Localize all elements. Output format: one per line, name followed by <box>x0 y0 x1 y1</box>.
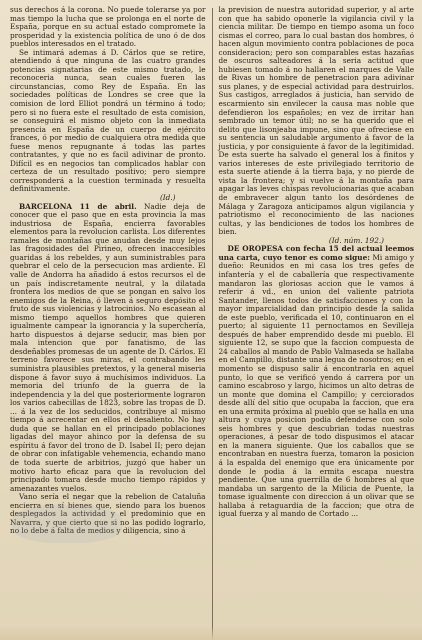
article-paragraph <box>219 6 415 237</box>
paragraph-text: sus derechos á la corona. No puede tolerarse ya por mas tiempo la lucha que se prolonga en el norte de España, porque en su actual estado compromete la prosperidad y la existencia política de uno ó de dos pueblos interesados en el tratado. <box>10 6 206 49</box>
article-paragraph <box>10 6 206 49</box>
article-dateline: BARCELONA 11 de abril. <box>19 201 137 211</box>
article-paragraph <box>10 203 206 494</box>
page-columns <box>10 6 414 640</box>
paragraph-text: Mi amigo y dueño: Reunidos en mi casa los tres gefes de infantería y el de caballería que respectivamente mandaron las gloriosas accion que le vamos á referir á vd., en union del valiente patriota Santander, llenos todos de satisfacciones y con la mayor imparcialidad dan principio desde la salida de este pueblo, verificada el 10, continuaron en el puerto; al siguiente 11 pernoctamos en Sevilleja después de haber emprendido desde mi pueblo. El siguiente 12, se supo que la faccion compuesta de 24 caballos al mando de Pablo Valmaseda se hallaba en el Campillo, distante una legua de nosotros; en el momento se dispuso salir á encontrarla en aquel punto, lo que se verificó yendo á carrera por un camino escabroso y largo, hicimos un alto detras de un monte que domina el Campillo; y cerciorados desde allí del sitio que ocupaba la faccion, que era en una ermita próxima al pueblo que se halla en una altura y cuya posicion podia defenderse con solo seis hombres y que descubrian todas nuestras operaciones, á pesar de todo dispusimos el atacar en la manera siguiente. Que los caballos que se encontraban en nuestra fuerza, tomaron la posicion á la espalda del enemigo que era únicamente por donde le podia á la ermita escapa nuestra pendiente. Que una guerrilla de 6 hombres al que mandaba un sargento de la Milicia de Puente, la tomase igualmente con direccion á un olivar que se hallaba á retaguardia de la faccion; que otra de igual fuerza y al mando de Cortado ... <box>218 252 415 519</box>
water-stain <box>12 505 122 543</box>
paragraph-text: Se intimará ademas á D. Cárlos que se retire, atendiendo á que ninguna de las cuatro grandes potencias signatarias de este mismo tratado, le reconoceria nunca, sean cuales fueren las circunstancias, como Rey de España. En las sociedades políticas de Londres se cree que la comision de lord Elliot pondrá un término á todo; pero si no fuera este el resultado de esta comision, se conseguirá el mismo objeto con la inmediata presencia en España de un cuerpo de ejército frances, ó por medio de cualquiera otra medida que fuese menos repugnante á todas las partes contratantes, y que no es facil adivinar de pronto. Difícil es en negocios tan complicados hablar con certeza de un resultado positivo; pero siempre corresponderá a la cuestion terminada y resuelta definitivamente. <box>10 47 206 194</box>
article-paragraph <box>219 245 415 519</box>
paragraph-text: Nadie deja de conocer que el paso que en esta provincia la mas industriosa de España, encierra favorables elementos para la revolucion carlista. Los diferentes ramales de montañas que anudan desde muy lejos las fragosidades del Pirineo, ofrecen inaccesibles guaridas á los rebeldes, y aun suministrables para quebrar el celo de la persecucion mas ardiente. El valle de Andorra ha añadido á estos recursos el de un país indiscretamente neutral, y la dilatada frontera los medios de que se pongan en salvo los enemigos de la Reina, ó lleven á seguro depósito el fruto de sus violencias y latrocinios. No escasean al mismo tiempo aquellos hombres que quieren igualmente campear la ignorancia y la superchería, harto dispuestos á dejarse seducir, mas bien por mala intencion que por fanatismo, de las desdeñables promesas de un agente de D. Cárlos. El terreno favorece sus miras, el contrabando les suministra plausibles pretextos, y la general miseria dispone á favor suyo á muchísimos individuos. La memoria del triunfo de la guerra de la independencia y la del que posteriormente lograron los varios cabecillas de 1823, sobre las tropas de D. ... á la vez de los seducidos, contribuye al mismo tiempo á acrecentar en ellos el desaliento. No hay duda que se hallan en el principado poblaciones ligadas del mayor ahinco por la defensa de su espíritu á favor del trono de D. Isabel II; pero dejan de obrar con infatigable vehemencia, echando mano de toda suerte de arbitrios, juzgó que haber un motivo harto eficaz para que la revolucion del principado tomara desde mucho tiempo rápidos y amenazantes vuelos. <box>10 201 206 493</box>
paragraph-text: la prevision de nuestra autoridad superior, y al arte con que ha sabido oponerle la vigilancia civil y la ciencia militar. De tiempo en tiempo asoma un foco cismas el correo, para lo cual bastan dos hombres, ó hacen algun movimiento contra poblaciones de poca consideracion; pero son comparables estas hazañas de oscuros salteadores á la seria actitud que hubiesen tomado á no hallaren el marques de Valle de Rivas un hombre de penetracion para adivinar sus planes, y de especial actividad para destruirlos. Sus castigos, arreglados á justicia, han servido de escarmiento sin envilecer la causa mas noble que defendieron los españoles; en vez de irritar han sembrado un temor útil; no se ha querido que el delito que lisonjeaba impune, sino que ofreciese en su sentencia un saludable argumento á favor de la justicia, y por consiguiente á favor de la legitimidad. De esta suerte ha salvado el general los á finitos y varios intereses de este privilegiado territorio de esta suerte atiende á la tierra baja, y no pierde de vista la frontera; y si vuelve á la montaña para apagar las leves chispas revolucionarias que acaban de embravecer algun tanto los desórdenes de Málaga y Zaragoza anticipamos algun vigilancia y patriotismo el reconocimiento de las naciones cultas, y las bendiciones de todos los hombres de bien. <box>218 6 415 237</box>
article-dateline: DE OROPESA con fecha 15 del actual leemos una carta, cuyo tenor es como sigue: <box>218 244 415 262</box>
article-signature: (Id. núm. 192.) <box>328 235 385 245</box>
left-column <box>10 6 212 640</box>
paragraph-text: Vano sería el negar que la rebelion de Cataluña encierra en sí bienes que, siendo para los buenos desplegados la actividad y el predominio que en Navarra, y que cierto que si no las podido lograrlo, no lo debe á falta de medios y diligencia, sino á <box>10 492 206 536</box>
right-column <box>213 6 415 640</box>
article-paragraph <box>10 49 206 194</box>
article-signature: (Id.) <box>159 193 176 203</box>
page-edge-shadow <box>0 626 422 640</box>
